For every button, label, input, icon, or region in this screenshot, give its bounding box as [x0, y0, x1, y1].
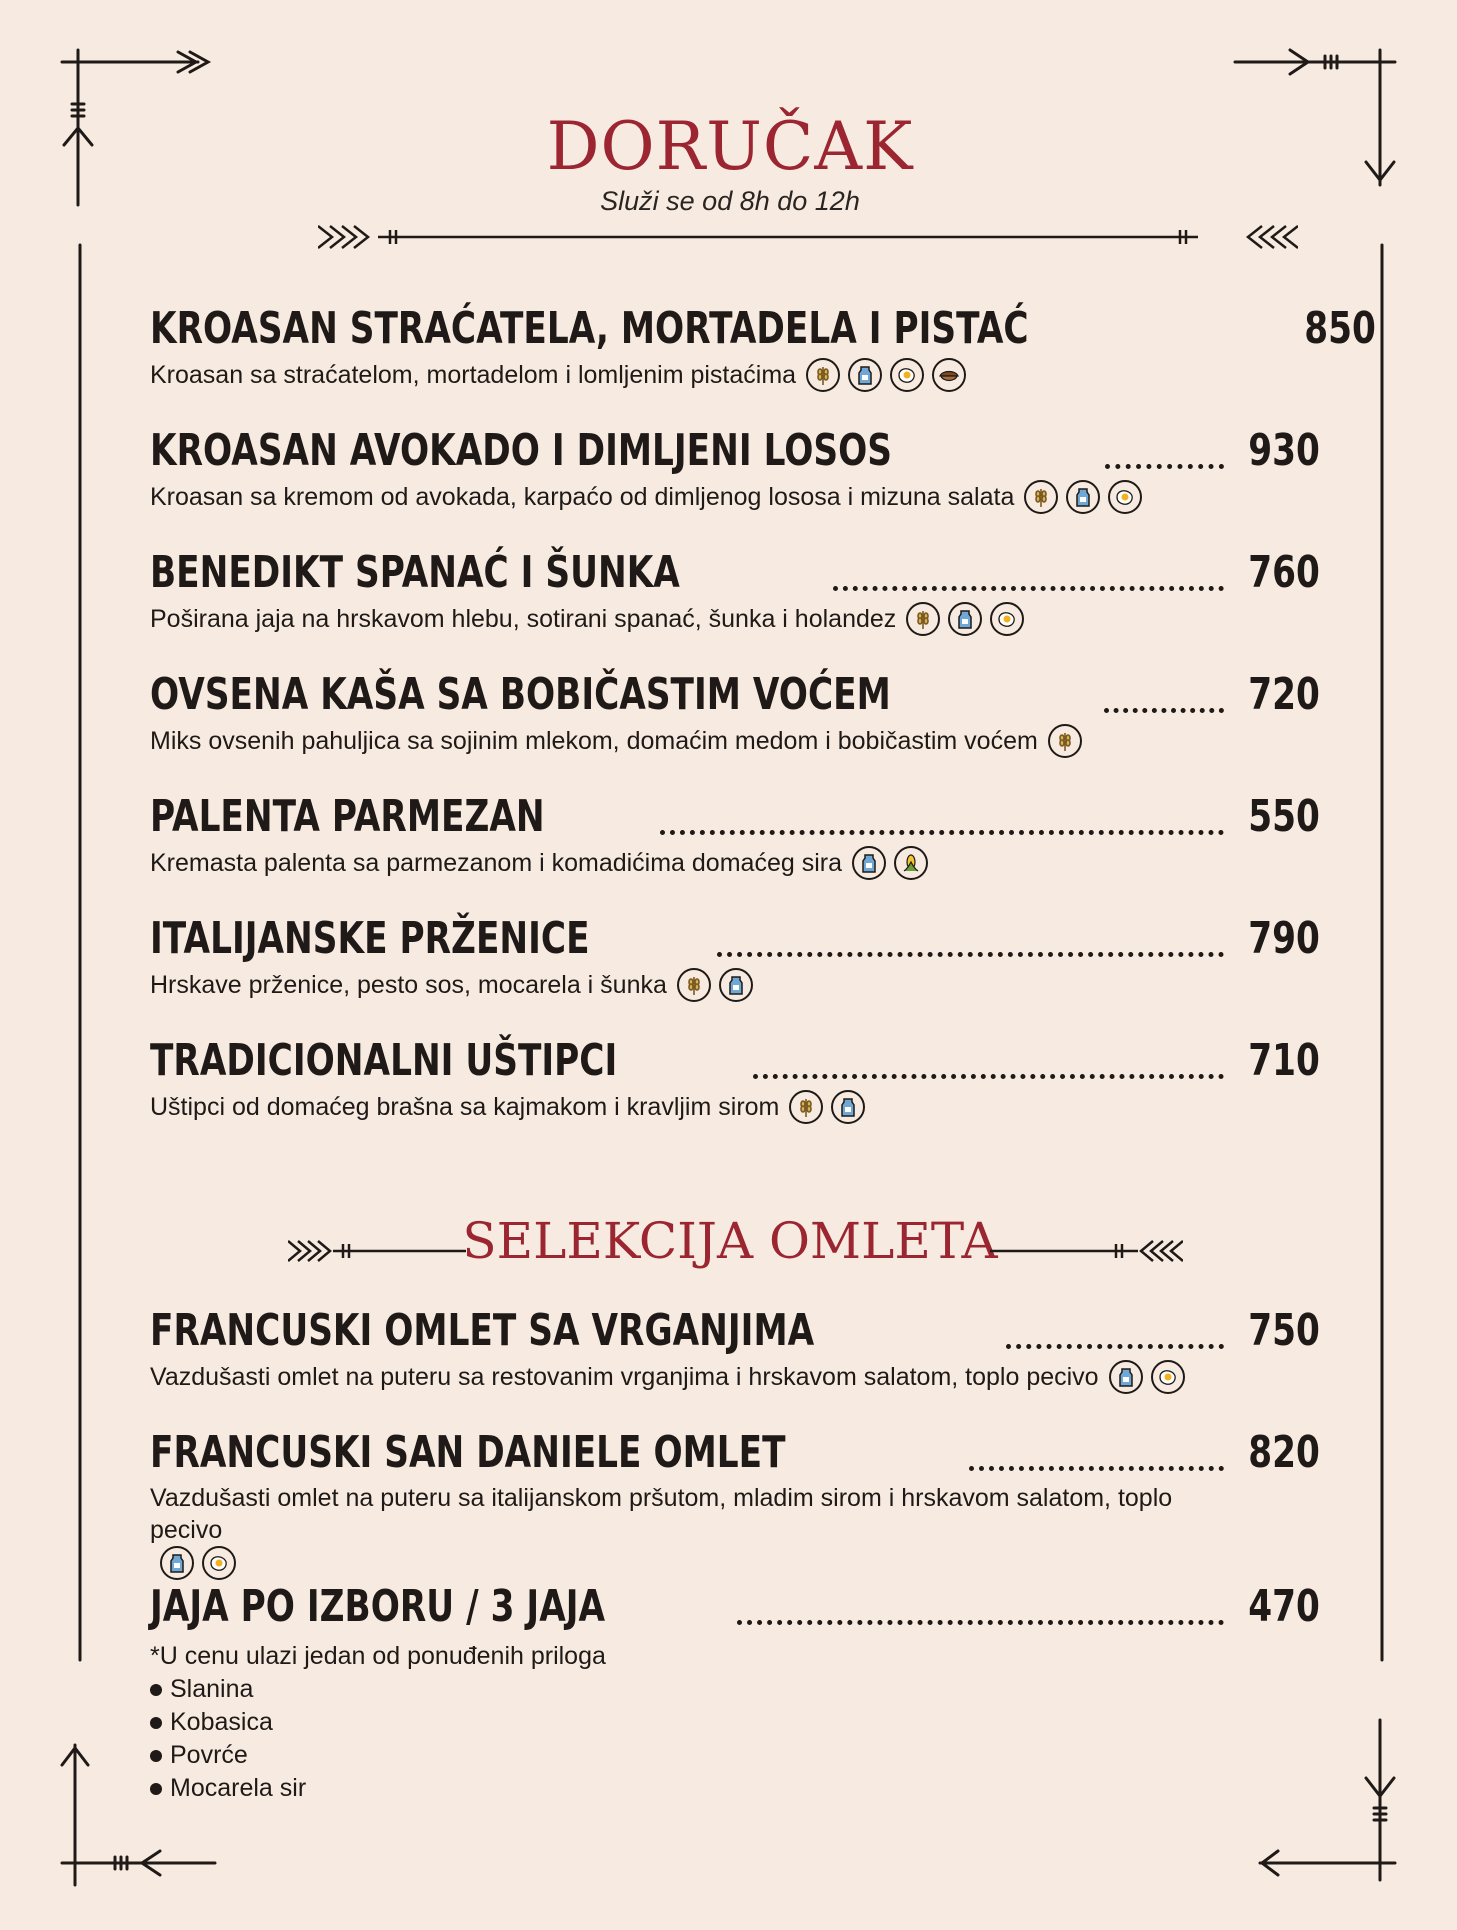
- item-price: 930: [1248, 425, 1320, 476]
- item-price: 750: [1248, 1305, 1320, 1356]
- menu-item: [150, 300, 1377, 392]
- milk-icon: [1066, 480, 1100, 514]
- page-title: DORUČAK: [546, 108, 914, 185]
- item-description: Miks ovsenih pahuljica sa sojinim mlekom, domaćim medom i bobičastim voćem: [150, 727, 1038, 755]
- wheat-icon: [677, 968, 711, 1002]
- corn-icon: [894, 846, 928, 880]
- item-name: JAJA PO IZBORU / 3 JAJA: [150, 1581, 606, 1632]
- egg-icon: [1151, 1360, 1185, 1394]
- milk-icon: [848, 358, 882, 392]
- dot-leader: [1105, 464, 1224, 469]
- list-item: Slanina: [150, 1673, 1320, 1706]
- menu-item: [150, 1032, 1320, 1124]
- item-name: OVSENA KAŠA SA BOBIČASTIM VOĆEM: [150, 669, 891, 720]
- menu-item: [150, 910, 1320, 1002]
- milk-icon: [719, 968, 753, 1002]
- item-name: FRANCUSKI SAN DANIELE OMLET: [150, 1427, 786, 1478]
- milk-icon: [831, 1090, 865, 1124]
- side-options-list: [150, 1673, 1320, 1805]
- item-name: KROASAN AVOKADO I DIMLJENI LOSOS: [150, 425, 893, 476]
- item-description: Kremasta palenta sa parmezanom i komadićima domaćeg sira: [150, 849, 842, 877]
- item-description: Hrskave prženice, pesto sos, mocarela i šunka: [150, 971, 667, 999]
- egg-icon: [990, 602, 1024, 636]
- item-description: Kroasan sa straćatelom, mortadelom i lomljenim pistaćima: [150, 361, 797, 389]
- dot-leader: [660, 830, 1224, 835]
- wheat-icon: [806, 358, 840, 392]
- item-description: Vazdušasti omlet na puteru sa italijanskom pršutom, mladim sirom i hrskavom salatom, toplo pecivo: [150, 1484, 1173, 1544]
- menu-item: [150, 1424, 1320, 1580]
- wheat-icon: [1024, 480, 1058, 514]
- wheat-icon: [789, 1090, 823, 1124]
- item-price: 850: [1304, 303, 1377, 354]
- menu-item: [150, 544, 1320, 636]
- menu-item: [150, 1302, 1320, 1394]
- milk-icon: [852, 846, 886, 880]
- dot-leader: [737, 1620, 1224, 1625]
- dot-leader: [1104, 708, 1224, 713]
- item-price: 720: [1248, 669, 1320, 720]
- item-description: Kroasan sa kremom od avokada, karpaćo od dimljenog lososa i mizuna salata: [150, 483, 1015, 511]
- menu-item: [150, 666, 1320, 758]
- dot-leader: [1006, 1344, 1225, 1349]
- serving-hours: Služi se od 8h do 12h: [600, 186, 860, 216]
- list-item: Mocarela sir: [150, 1772, 1320, 1805]
- item-name: FRANCUSKI OMLET SA VRGANJIMA: [150, 1305, 815, 1356]
- item-description: Poširana jaja na hrskavom hlebu, sotirani spanać, šunka i holandez: [150, 605, 897, 633]
- item-price: 470: [1248, 1581, 1320, 1632]
- dot-leader: [717, 952, 1224, 957]
- egg-icon: [202, 1546, 236, 1580]
- item-name: ITALIJANSKE PRŽENICE: [150, 913, 590, 964]
- nut-icon: [932, 358, 966, 392]
- item-description: Uštipci od domaćeg brašna sa kajmakom i kravljim sirom: [150, 1093, 780, 1121]
- item-price: 550: [1248, 791, 1320, 842]
- item-price: 760: [1248, 547, 1320, 598]
- menu-page: [150, 0, 1377, 1930]
- item-name: PALENTA PARMEZAN: [150, 791, 545, 842]
- list-item: Kobasica: [150, 1706, 1320, 1739]
- section-divider-right: [988, 1238, 1183, 1264]
- menu-item: [150, 1578, 1320, 1805]
- milk-icon: [160, 1546, 194, 1580]
- item-price: 710: [1248, 1035, 1320, 1086]
- milk-icon: [1109, 1360, 1143, 1394]
- item-name: TRADICIONALNI UŠTIPCI: [150, 1035, 618, 1086]
- wheat-icon: [906, 602, 940, 636]
- section-title: SELEKCIJA OMLETA: [462, 1212, 998, 1270]
- item-price: 820: [1248, 1427, 1320, 1478]
- item-name: KROASAN STRAĆATELA, MORTADELA I PISTAĆ: [150, 303, 1029, 354]
- dot-leader: [969, 1466, 1224, 1471]
- wheat-icon: [1048, 724, 1082, 758]
- menu-item: [150, 422, 1320, 514]
- item-price: 790: [1248, 913, 1320, 964]
- egg-icon: [890, 358, 924, 392]
- menu-item: [150, 788, 1320, 880]
- dot-leader: [753, 1074, 1224, 1079]
- egg-icon: [1108, 480, 1142, 514]
- milk-icon: [948, 602, 982, 636]
- title-divider: [318, 222, 1298, 252]
- item-description: Vazdušasti omlet na puteru sa restovanim vrganjima i hrskavom salatom, toplo pecivo: [150, 1363, 1099, 1391]
- item-name: BENEDIKT SPANAĆ I ŠUNKA: [150, 547, 680, 598]
- item-note: *U cenu ulazi jedan od ponuđenih priloga: [150, 1642, 606, 1670]
- list-item: Povrće: [150, 1739, 1320, 1772]
- dot-leader: [833, 586, 1224, 591]
